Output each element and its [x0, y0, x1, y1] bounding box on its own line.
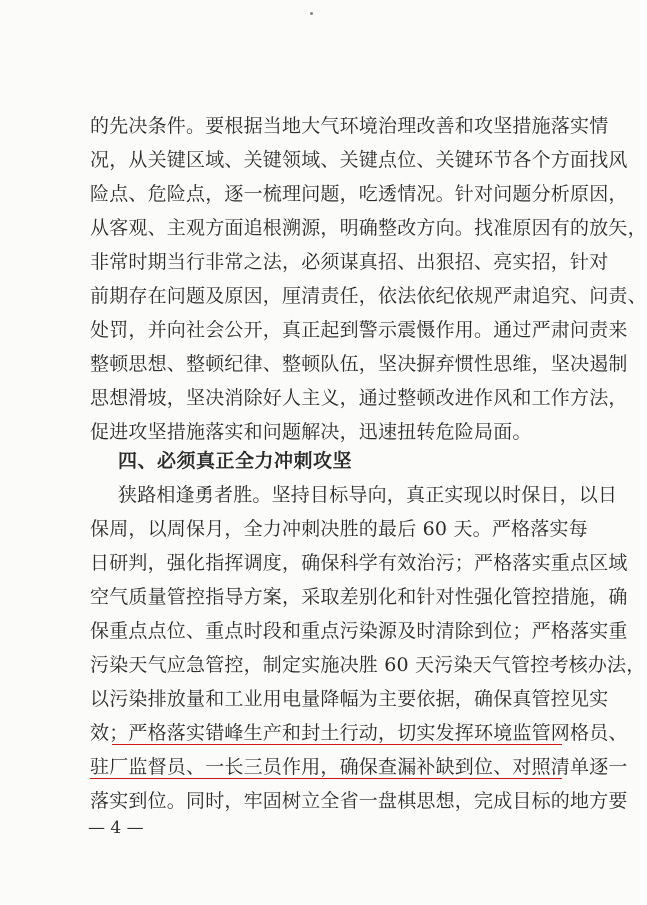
section-heading: 四、必须真正全力冲刺攻坚 — [118, 450, 353, 472]
paragraph1-line: 处罚，并向社会公开，真正起到警示震慑作用。通过严肃问责来 — [90, 319, 628, 341]
paragraph1-line: 从客观、主观方面追根溯源，明确整改方向。找准原因有的放矢， — [90, 217, 647, 239]
paragraph1-line: 促进攻坚措施落实和问题解决，迅速扭转危险局面。 — [90, 421, 532, 443]
paragraph2-line: 空气质量管控指导方案，采取差别化和针对性强化管控措施，确 — [90, 586, 628, 608]
red-underline — [112, 743, 562, 745]
paragraph2-line: 狭路相逢勇者胜。坚持目标导向，真正实现以时保日，以日 — [118, 484, 618, 506]
paragraph2-line: 驻厂监督员、一长三员作用，确保查漏补缺到位、对照清单逐一 — [90, 756, 628, 778]
paragraph2-line: 以污染排放量和工业用电量降幅为主要依据，确保真管控见实 — [90, 688, 609, 710]
red-underline — [90, 777, 562, 779]
paragraph2-line: 日研判，强化指挥调度，确保科学有效治污；严格落实重点区域 — [90, 552, 628, 574]
paragraph2-line: 保重点点位、重点时段和重点污染源及时清除到位；严格落实重 — [90, 620, 628, 642]
paragraph1-line: 非常时期当行非常之法，必须谋真招、出狠招、亮实招，针对 — [90, 251, 609, 273]
page-number: — 4 — — [88, 818, 144, 838]
paragraph1-line: 整顿思想、整顿纪律、整顿队伍，坚决摒弃惯性思维，坚决遏制 — [90, 353, 628, 375]
scan-speck — [310, 12, 313, 15]
paragraph2-line: 效；严格落实错峰生产和封土行动，切实发挥环境监管网格员、 — [90, 722, 628, 744]
paragraph1-line: 险点、危险点，逐一梳理问题，吃透情况。针对问题分析原因， — [90, 183, 628, 205]
paragraph1-line: 前期存在问题及原因，厘清责任，依法依纪依规严肃追究、问责、 — [90, 285, 647, 307]
paragraph1-line: 思想滑坡，坚决消除好人主义，通过整顿改进作风和工作方法， — [90, 387, 628, 409]
paragraph1-line: 的先决条件。要根据当地大气环境治理改善和攻坚措施落实情 — [90, 115, 609, 137]
paragraph1-line: 况，从关键区域、关键领域、关键点位、关键环节各个方面找风 — [90, 149, 628, 171]
paragraph2-line: 污染天气应急管控，制定实施决胜 60 天污染天气管控考核办法， — [90, 654, 646, 676]
paragraph2-line: 落实到位。同时，牢固树立全省一盘棋思想，完成目标的地方要 — [90, 790, 628, 812]
paragraph2-line: 保周，以周保月，全力冲刺决胜的最后 60 天。严格落实每 — [90, 518, 588, 540]
